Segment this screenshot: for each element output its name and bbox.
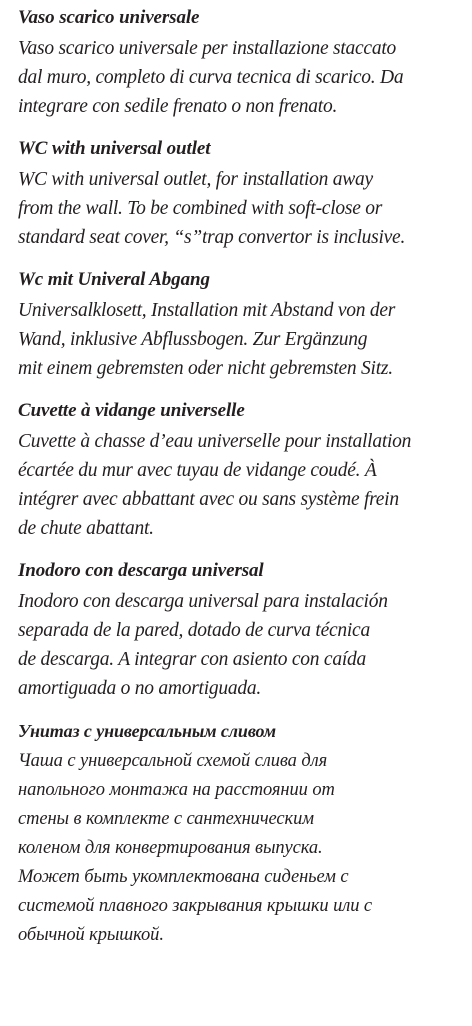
section-title: Vaso scarico universale	[18, 7, 200, 28]
body-line: mit einem gebremsten oder nicht gebremsten Sitz.	[18, 358, 393, 379]
body-line: Wand, inklusive Abflussbogen. Zur Ergänzung	[18, 329, 368, 350]
body-line: Vaso scarico universale per installazione staccato	[18, 38, 396, 59]
section-body	[18, 165, 458, 252]
section-english	[18, 137, 458, 252]
section-spanish	[18, 559, 458, 703]
section-french	[18, 399, 458, 543]
body-line: напольного монтажа на расстоянии от	[18, 780, 335, 800]
body-line: стены в комплекте с сантехническим	[18, 809, 314, 829]
body-line: Cuvette à chasse d’eau universelle pour installation	[18, 431, 412, 452]
body-line: dal muro, completo di curva tecnica di scarico. Da	[18, 67, 404, 88]
body-line: системой плавного закрывания крышки или с	[18, 896, 372, 916]
body-line: separada de la pared, dotado de curva técnica	[18, 620, 370, 641]
body-line: Universalklosett, Installation mit Abstand von der	[18, 300, 396, 321]
section-german	[18, 268, 458, 383]
body-line: коленом для конвертирования выпуска.	[18, 838, 323, 858]
body-line: de chute abattant.	[18, 518, 154, 539]
section-body	[18, 34, 458, 121]
section-italian	[18, 6, 458, 121]
body-line: intégrer avec abbattant avec ou sans système frein	[18, 489, 399, 510]
body-line: écartée du mur avec tuyau de vidange coudé. À	[18, 460, 377, 481]
body-line: standard seat cover, “s”trap convertor is inclusive.	[18, 227, 406, 248]
section-body	[18, 296, 458, 383]
body-line: from the wall. To be combined with soft-close or	[18, 198, 383, 219]
section-russian	[18, 719, 458, 950]
section-body	[18, 427, 458, 543]
body-line: Чаша с универсальной схемой слива для	[18, 751, 328, 771]
body-line: WC with universal outlet, for installation away	[18, 169, 373, 190]
body-line: de descarga. A integrar con asiento con caída	[18, 649, 367, 670]
body-line: Может быть укомплектована сиденьем с	[18, 867, 349, 887]
product-description-page	[18, 6, 458, 966]
body-line: amortiguada o no amortiguada.	[18, 678, 262, 699]
body-line: Inodoro con descarga universal para instalación	[18, 591, 388, 612]
section-body	[18, 587, 458, 703]
section-title: WC with universal outlet	[18, 138, 211, 159]
section-title: Cuvette à vidange universelle	[18, 400, 245, 421]
section-body	[18, 747, 458, 950]
section-title: Inodoro con descarga universal	[18, 560, 264, 581]
body-line: обычной крышкой.	[18, 925, 164, 945]
section-title: Унитаз с универсальным сливом	[18, 721, 276, 741]
section-title: Wc mit Univeral Abgang	[18, 269, 210, 290]
body-line: integrare con sedile frenato o non frenato.	[18, 96, 338, 117]
